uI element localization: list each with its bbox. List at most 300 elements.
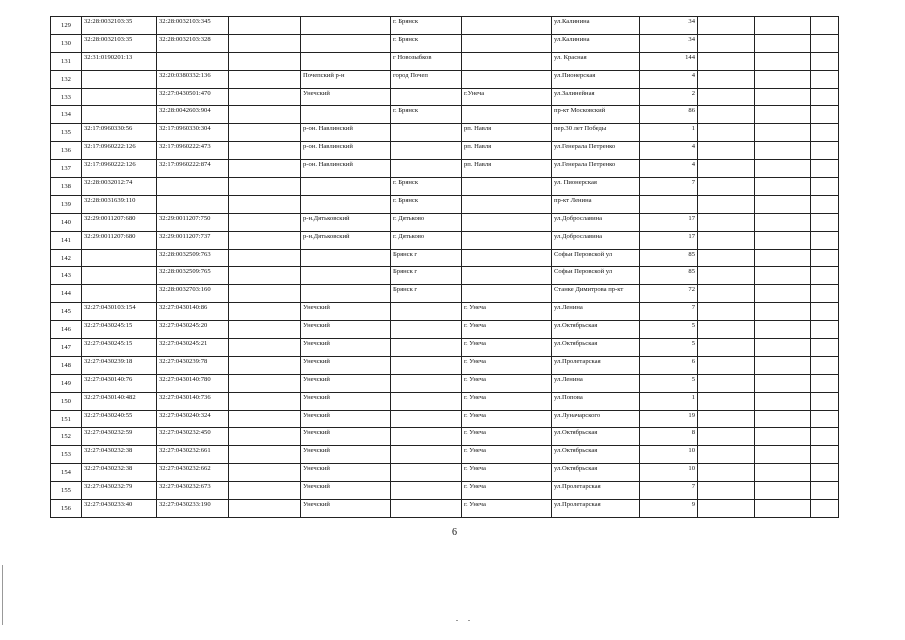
cell-city: Брянск г — [391, 285, 462, 303]
cell-settlement: г. Унеча — [462, 500, 552, 518]
cell-district: Унечский — [301, 446, 391, 464]
cell-house-number: 1 — [640, 392, 698, 410]
cell-col-4 — [229, 195, 301, 213]
cell-settlement: г. Унеча — [462, 356, 552, 374]
cell-street: ул.Пролетарская — [552, 482, 640, 500]
cell-col-12 — [811, 267, 839, 285]
cell-house-number — [640, 195, 698, 213]
cell-street: Станке Димитрова пр-кт — [552, 285, 640, 303]
cell-row-number: 138 — [51, 178, 82, 196]
cell-col-10 — [698, 249, 755, 267]
cell-city — [391, 124, 462, 142]
cell-settlement — [462, 106, 552, 124]
cell-settlement: г. Унеча — [462, 464, 552, 482]
cell-street: пр-кт Ленина — [552, 195, 640, 213]
cell-col-10 — [698, 142, 755, 160]
cell-col-4 — [229, 52, 301, 70]
cell-col-11 — [755, 249, 811, 267]
cell-settlement: рп. Навля — [462, 160, 552, 178]
cell-row-number: 148 — [51, 356, 82, 374]
cell-cadastral-number — [82, 285, 157, 303]
table-body — [51, 17, 839, 518]
cell-col-12 — [811, 160, 839, 178]
cell-sub-cadastral-number: 32:27:0430140:780 — [157, 374, 229, 392]
cell-col-10 — [698, 213, 755, 231]
cell-sub-cadastral-number — [157, 178, 229, 196]
cell-sub-cadastral-number: 32:28:0032509:763 — [157, 249, 229, 267]
cell-col-10 — [698, 356, 755, 374]
cell-street: ул.Калинина — [552, 34, 640, 52]
cell-cadastral-number — [82, 106, 157, 124]
cell-house-number: 7 — [640, 178, 698, 196]
cell-col-11 — [755, 106, 811, 124]
cell-col-4 — [229, 106, 301, 124]
cell-col-11 — [755, 231, 811, 249]
cell-house-number: 17 — [640, 213, 698, 231]
cell-col-4 — [229, 88, 301, 106]
cell-settlement — [462, 195, 552, 213]
cell-col-4 — [229, 446, 301, 464]
cell-row-number: 147 — [51, 339, 82, 357]
scan-edge-mark — [2, 565, 3, 625]
cell-street: ул.Генерала Петренко — [552, 142, 640, 160]
cell-col-10 — [698, 106, 755, 124]
cell-col-10 — [698, 303, 755, 321]
cell-col-11 — [755, 178, 811, 196]
table-row — [51, 124, 839, 142]
cell-district: р-н.Дятьковский — [301, 213, 391, 231]
cell-district: Унечский — [301, 464, 391, 482]
table-row — [51, 428, 839, 446]
cell-col-11 — [755, 285, 811, 303]
cell-row-number: 156 — [51, 500, 82, 518]
cell-col-12 — [811, 124, 839, 142]
cell-col-12 — [811, 142, 839, 160]
table-row — [51, 88, 839, 106]
cell-settlement: г. Унеча — [462, 374, 552, 392]
cell-col-11 — [755, 52, 811, 70]
table-row — [51, 249, 839, 267]
cell-col-12 — [811, 249, 839, 267]
cell-house-number: 7 — [640, 482, 698, 500]
cell-row-number: 136 — [51, 142, 82, 160]
cell-city — [391, 500, 462, 518]
cell-col-10 — [698, 17, 755, 35]
cell-city — [391, 321, 462, 339]
cell-col-10 — [698, 160, 755, 178]
cell-city: г. Брянск — [391, 17, 462, 35]
cell-house-number: 6 — [640, 356, 698, 374]
cell-settlement — [462, 178, 552, 196]
cell-col-10 — [698, 321, 755, 339]
cell-col-12 — [811, 195, 839, 213]
cell-settlement — [462, 285, 552, 303]
cell-col-10 — [698, 500, 755, 518]
cell-col-11 — [755, 339, 811, 357]
cell-settlement: г. Унеча — [462, 446, 552, 464]
cell-row-number: 140 — [51, 213, 82, 231]
cell-col-4 — [229, 213, 301, 231]
cell-row-number: 131 — [51, 52, 82, 70]
table-row — [51, 410, 839, 428]
cell-cadastral-number — [82, 70, 157, 88]
cell-col-4 — [229, 464, 301, 482]
cell-col-10 — [698, 410, 755, 428]
cell-sub-cadastral-number: 32:27:0430232:662 — [157, 464, 229, 482]
cell-house-number: 17 — [640, 231, 698, 249]
cell-street: ул.Доброславина — [552, 231, 640, 249]
table-row — [51, 392, 839, 410]
cell-house-number: 9 — [640, 500, 698, 518]
cell-col-11 — [755, 88, 811, 106]
table-row — [51, 52, 839, 70]
cell-cadastral-number: 32:31:0190201:13 — [82, 52, 157, 70]
cell-house-number: 85 — [640, 267, 698, 285]
cell-row-number: 141 — [51, 231, 82, 249]
cell-settlement: г. Унеча — [462, 482, 552, 500]
cell-col-4 — [229, 267, 301, 285]
cell-settlement — [462, 52, 552, 70]
cell-col-12 — [811, 231, 839, 249]
cell-col-12 — [811, 428, 839, 446]
cell-cadastral-number: 32:27:0430245:15 — [82, 321, 157, 339]
cell-row-number: 137 — [51, 160, 82, 178]
cell-col-12 — [811, 52, 839, 70]
cell-row-number: 139 — [51, 195, 82, 213]
cell-col-10 — [698, 124, 755, 142]
table-row — [51, 464, 839, 482]
cell-sub-cadastral-number: 32:17:0960222:874 — [157, 160, 229, 178]
cell-city — [391, 428, 462, 446]
cell-row-number: 155 — [51, 482, 82, 500]
cell-sub-cadastral-number: 32:27:0430245:20 — [157, 321, 229, 339]
cell-city: г. Брянск — [391, 34, 462, 52]
cell-city: г. Дятьково — [391, 231, 462, 249]
table-row — [51, 321, 839, 339]
cell-col-4 — [229, 428, 301, 446]
cell-district — [301, 195, 391, 213]
cell-street: ул.Попова — [552, 392, 640, 410]
cell-sub-cadastral-number: 32:27:0430233:190 — [157, 500, 229, 518]
cell-district: Унечский — [301, 303, 391, 321]
table-row — [51, 303, 839, 321]
cell-col-11 — [755, 160, 811, 178]
cell-col-12 — [811, 446, 839, 464]
cell-settlement: г. Унеча — [462, 410, 552, 428]
cell-col-12 — [811, 482, 839, 500]
cell-col-12 — [811, 70, 839, 88]
cell-district — [301, 52, 391, 70]
cell-cadastral-number: 32:27:0430140:76 — [82, 374, 157, 392]
cell-col-11 — [755, 303, 811, 321]
cell-sub-cadastral-number: 32:28:0032103:345 — [157, 17, 229, 35]
cell-settlement — [462, 267, 552, 285]
cell-row-number: 151 — [51, 410, 82, 428]
cell-row-number: 150 — [51, 392, 82, 410]
cell-cadastral-number: 32:27:0430232:59 — [82, 428, 157, 446]
cell-city — [391, 482, 462, 500]
cell-col-12 — [811, 303, 839, 321]
cell-city — [391, 303, 462, 321]
cell-cadastral-number: 32:28:0032103:35 — [82, 34, 157, 52]
table-row — [51, 178, 839, 196]
cell-street: ул. Красная — [552, 52, 640, 70]
cell-col-4 — [229, 339, 301, 357]
cell-row-number: 145 — [51, 303, 82, 321]
cell-street: ул.Ленина — [552, 303, 640, 321]
cell-col-12 — [811, 410, 839, 428]
scan-dot — [468, 620, 470, 621]
cell-row-number: 146 — [51, 321, 82, 339]
cell-cadastral-number: 32:28:0032012:74 — [82, 178, 157, 196]
table-row — [51, 231, 839, 249]
cell-sub-cadastral-number: 32:27:0430140:86 — [157, 303, 229, 321]
cell-cadastral-number: 32:17:0960222:126 — [82, 142, 157, 160]
cell-row-number: 153 — [51, 446, 82, 464]
table-row — [51, 446, 839, 464]
cell-col-10 — [698, 88, 755, 106]
cell-house-number: 8 — [640, 428, 698, 446]
cell-city — [391, 392, 462, 410]
cell-settlement: рп. Навля — [462, 142, 552, 160]
cell-district: Унечский — [301, 356, 391, 374]
cell-sub-cadastral-number: 32:17:0960222:473 — [157, 142, 229, 160]
cell-city: город Почеп — [391, 70, 462, 88]
table-row — [51, 213, 839, 231]
table-row — [51, 339, 839, 357]
cell-house-number: 10 — [640, 446, 698, 464]
cell-district — [301, 267, 391, 285]
cell-city — [391, 464, 462, 482]
cell-settlement — [462, 249, 552, 267]
cell-house-number: 72 — [640, 285, 698, 303]
cell-house-number: 86 — [640, 106, 698, 124]
cell-sub-cadastral-number: 32:28:0032103:328 — [157, 34, 229, 52]
cell-street: ул.Пролетарская — [552, 356, 640, 374]
cell-cadastral-number: 32:17:0960222:126 — [82, 160, 157, 178]
cell-col-10 — [698, 482, 755, 500]
cell-district: Унечский — [301, 410, 391, 428]
cell-street: ул.Октябрьская — [552, 446, 640, 464]
cell-house-number: 5 — [640, 339, 698, 357]
cell-district: Унечский — [301, 88, 391, 106]
cell-row-number: 134 — [51, 106, 82, 124]
cell-col-10 — [698, 231, 755, 249]
cell-street: ул.Октябрьская — [552, 321, 640, 339]
cell-house-number: 5 — [640, 321, 698, 339]
cell-col-11 — [755, 195, 811, 213]
cell-row-number: 144 — [51, 285, 82, 303]
cell-house-number: 2 — [640, 88, 698, 106]
cell-settlement: г. Унеча — [462, 428, 552, 446]
page-number: 6 — [452, 527, 457, 538]
cell-col-4 — [229, 500, 301, 518]
cell-col-12 — [811, 464, 839, 482]
cell-col-11 — [755, 70, 811, 88]
cell-city: г. Брянск — [391, 195, 462, 213]
cell-house-number: 5 — [640, 374, 698, 392]
cell-street: ул. Пионерская — [552, 178, 640, 196]
table-row — [51, 500, 839, 518]
cell-city — [391, 88, 462, 106]
cell-col-4 — [229, 303, 301, 321]
cell-house-number: 7 — [640, 303, 698, 321]
cell-col-4 — [229, 34, 301, 52]
cell-district: р-он. Навлинский — [301, 142, 391, 160]
cell-col-11 — [755, 17, 811, 35]
cell-col-10 — [698, 464, 755, 482]
cell-settlement — [462, 70, 552, 88]
cell-district: Унечский — [301, 482, 391, 500]
cell-settlement — [462, 17, 552, 35]
cell-col-12 — [811, 356, 839, 374]
cell-cadastral-number: 32:27:0430140:482 — [82, 392, 157, 410]
cell-col-4 — [229, 142, 301, 160]
cell-col-10 — [698, 34, 755, 52]
cell-col-4 — [229, 356, 301, 374]
cell-sub-cadastral-number: 32:27:0430240:324 — [157, 410, 229, 428]
table-row — [51, 106, 839, 124]
cell-street: ул.Октябрьская — [552, 428, 640, 446]
table-row — [51, 34, 839, 52]
cell-col-12 — [811, 17, 839, 35]
cell-cadastral-number: 32:27:0430232:79 — [82, 482, 157, 500]
cell-col-12 — [811, 392, 839, 410]
cell-sub-cadastral-number: 32:27:0430245:21 — [157, 339, 229, 357]
cell-col-10 — [698, 392, 755, 410]
cell-city: Брянск г — [391, 267, 462, 285]
cell-col-12 — [811, 213, 839, 231]
cell-col-11 — [755, 124, 811, 142]
cell-house-number: 4 — [640, 160, 698, 178]
cell-col-4 — [229, 70, 301, 88]
scan-dot — [456, 620, 458, 621]
cell-cadastral-number: 32:27:0430232:38 — [82, 464, 157, 482]
cell-street: Софьи Перовской ул — [552, 249, 640, 267]
cell-col-10 — [698, 428, 755, 446]
cell-row-number: 154 — [51, 464, 82, 482]
cell-settlement — [462, 231, 552, 249]
cell-district: р-н.Дятьковский — [301, 231, 391, 249]
cell-settlement: г. Унеча — [462, 392, 552, 410]
cell-settlement: г. Унеча — [462, 321, 552, 339]
cell-city: г. Дятьково — [391, 213, 462, 231]
cell-district: Почепский р-н — [301, 70, 391, 88]
cell-col-10 — [698, 178, 755, 196]
cell-settlement: г. Унеча — [462, 303, 552, 321]
cell-street: ул.Залинейная — [552, 88, 640, 106]
cell-street: пр-кт Московский — [552, 106, 640, 124]
cell-district: Унечский — [301, 428, 391, 446]
cell-col-4 — [229, 124, 301, 142]
cell-city: г. Брянск — [391, 178, 462, 196]
cell-city: г. Брянск — [391, 106, 462, 124]
cell-cadastral-number: 32:27:0430240:55 — [82, 410, 157, 428]
cell-col-10 — [698, 285, 755, 303]
cell-district — [301, 34, 391, 52]
cell-sub-cadastral-number: 32:29:0011207:737 — [157, 231, 229, 249]
cell-city — [391, 160, 462, 178]
cell-sub-cadastral-number: 32:28:0032509:765 — [157, 267, 229, 285]
cell-cadastral-number — [82, 267, 157, 285]
cell-sub-cadastral-number: 32:29:0011207:750 — [157, 213, 229, 231]
cell-col-4 — [229, 321, 301, 339]
cell-col-11 — [755, 374, 811, 392]
cell-street: пер.30 лет Победы — [552, 124, 640, 142]
cell-district: р-он. Навлинский — [301, 124, 391, 142]
cell-city — [391, 374, 462, 392]
cell-col-11 — [755, 392, 811, 410]
cell-district: Унечский — [301, 339, 391, 357]
cell-house-number: 19 — [640, 410, 698, 428]
cell-house-number: 85 — [640, 249, 698, 267]
table-row — [51, 195, 839, 213]
cell-sub-cadastral-number: 32:28:0032703:160 — [157, 285, 229, 303]
cell-district: Унечский — [301, 500, 391, 518]
cell-sub-cadastral-number: 32:27:0430239:78 — [157, 356, 229, 374]
cell-col-10 — [698, 374, 755, 392]
cell-district: р-он. Навлинский — [301, 160, 391, 178]
cell-street: ул.Ленина — [552, 374, 640, 392]
cell-col-12 — [811, 178, 839, 196]
cell-city: Брянск г — [391, 249, 462, 267]
cell-district — [301, 17, 391, 35]
cell-cadastral-number: 32:27:0430239:18 — [82, 356, 157, 374]
cell-cadastral-number: 32:27:0430232:38 — [82, 446, 157, 464]
cell-sub-cadastral-number: 32:27:0430232:661 — [157, 446, 229, 464]
cell-row-number: 149 — [51, 374, 82, 392]
cell-col-12 — [811, 285, 839, 303]
cell-district — [301, 106, 391, 124]
cell-cadastral-number — [82, 88, 157, 106]
cell-sub-cadastral-number: 32:27:0430140:736 — [157, 392, 229, 410]
cell-cadastral-number: 32:28:0032103:35 — [82, 17, 157, 35]
cell-settlement — [462, 213, 552, 231]
cell-cadastral-number: 32:27:0430103:154 — [82, 303, 157, 321]
cell-district — [301, 249, 391, 267]
cell-col-11 — [755, 321, 811, 339]
cell-sub-cadastral-number: 32:17:0960330:304 — [157, 124, 229, 142]
cell-col-12 — [811, 374, 839, 392]
cell-settlement: г.Унеча — [462, 88, 552, 106]
cell-sub-cadastral-number: 32:27:0430501:470 — [157, 88, 229, 106]
cell-col-11 — [755, 446, 811, 464]
table-row — [51, 160, 839, 178]
cell-row-number: 143 — [51, 267, 82, 285]
cell-sub-cadastral-number — [157, 195, 229, 213]
cell-city — [391, 339, 462, 357]
cell-col-11 — [755, 428, 811, 446]
cell-col-12 — [811, 106, 839, 124]
cell-col-4 — [229, 410, 301, 428]
cell-cadastral-number: 32:27:0430245:15 — [82, 339, 157, 357]
cell-col-11 — [755, 267, 811, 285]
cell-col-11 — [755, 356, 811, 374]
cell-row-number: 130 — [51, 34, 82, 52]
cell-row-number: 129 — [51, 17, 82, 35]
cell-col-11 — [755, 142, 811, 160]
cell-cadastral-number: 32:28:0031639:110 — [82, 195, 157, 213]
cell-city — [391, 142, 462, 160]
cell-col-10 — [698, 195, 755, 213]
table-row — [51, 374, 839, 392]
cell-col-4 — [229, 231, 301, 249]
cell-district: Унечский — [301, 321, 391, 339]
cell-col-4 — [229, 249, 301, 267]
cell-street: ул.Пролетарская — [552, 500, 640, 518]
cell-col-11 — [755, 213, 811, 231]
cell-city: г Новозыбков — [391, 52, 462, 70]
